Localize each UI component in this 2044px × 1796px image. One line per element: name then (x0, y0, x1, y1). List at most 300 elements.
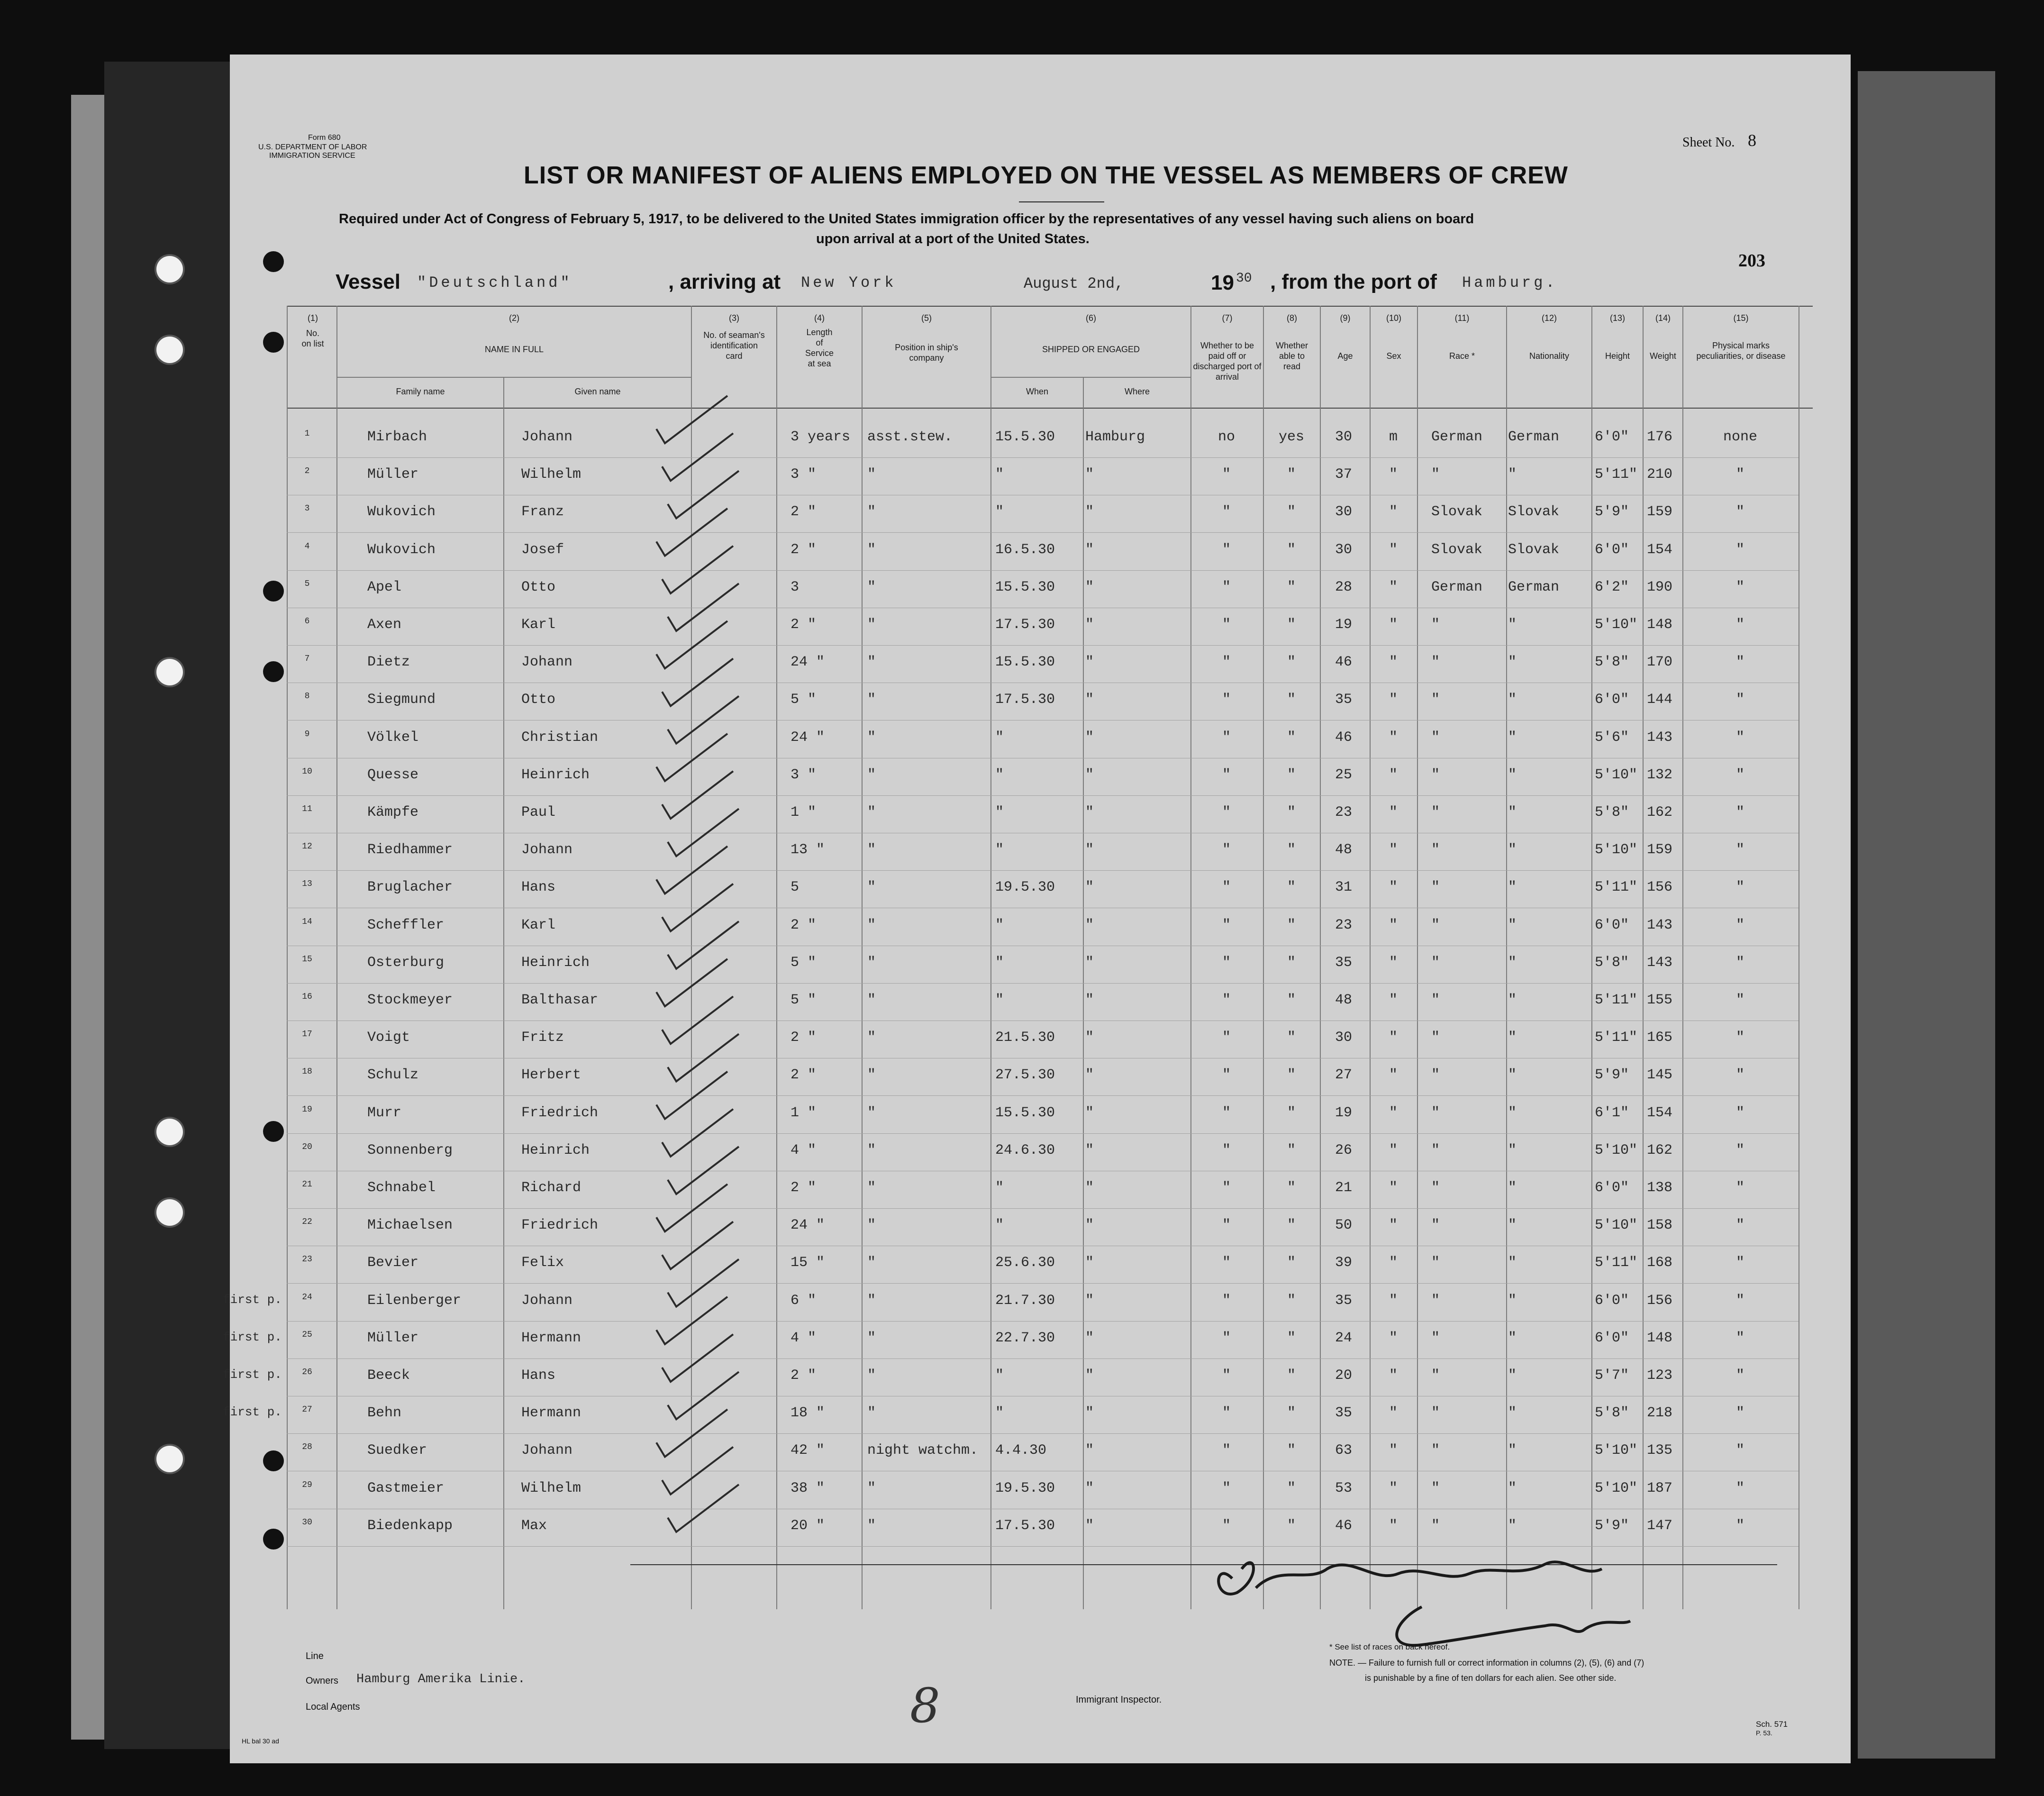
paid-off-cell: " (1222, 954, 1231, 971)
sex-cell: " (1389, 729, 1398, 746)
row-note: first p. (223, 1330, 282, 1344)
race-cell: Slovak (1431, 504, 1483, 520)
physical-marks-cell: " (1735, 1442, 1744, 1459)
height-cell: 5'11" (1595, 992, 1638, 1008)
height-cell: 5'11" (1595, 466, 1638, 483)
given-name-cell: Balthasar (521, 992, 599, 1008)
physical-marks-cell: " (1735, 1330, 1744, 1346)
nationality-cell: " (1508, 766, 1517, 783)
position-cell: " (867, 992, 876, 1008)
sex-cell: " (1389, 1255, 1398, 1271)
position-cell: " (867, 842, 876, 858)
sex-cell: " (1389, 1442, 1398, 1459)
col-header-age: (9) Age (1337, 313, 1353, 361)
position-cell: " (867, 1330, 876, 1346)
able-to-read-cell: " (1287, 1517, 1296, 1534)
race-cell: German (1431, 429, 1483, 445)
family-name-cell: Schnabel (367, 1180, 436, 1196)
race-cell: " (1431, 1217, 1440, 1234)
form-subtitle-line2: upon arrival at a port of the United States. (816, 231, 1090, 246)
schedule-number-2: P. 53. (1756, 1729, 1772, 1737)
able-to-read-cell: " (1287, 692, 1296, 708)
family-name-cell: Müller (367, 1330, 419, 1346)
service-length-cell: 5 " (790, 954, 817, 971)
given-name-cell: Johann (521, 1442, 573, 1459)
age-cell: 50 (1335, 1217, 1352, 1234)
paid-off-cell: " (1222, 1217, 1231, 1234)
shipped-when-cell: " (995, 1180, 1004, 1196)
shipped-when-cell: 21.7.30 (995, 1292, 1055, 1309)
able-to-read-cell: " (1287, 729, 1296, 746)
shipped-when-cell: 25.6.30 (995, 1255, 1055, 1271)
physical-marks-cell: " (1735, 766, 1744, 783)
paid-off-cell: " (1222, 617, 1231, 633)
height-cell: 5'8" (1595, 804, 1629, 821)
shipped-where-cell: " (1085, 842, 1094, 858)
given-name-cell: Heinrich (521, 1142, 590, 1158)
height-cell: 5'10" (1595, 1142, 1638, 1158)
sex-cell: " (1389, 954, 1398, 971)
shipped-when-cell: " (995, 842, 1004, 858)
race-cell: " (1431, 1517, 1440, 1534)
physical-marks-cell: " (1735, 1067, 1744, 1084)
race-cell: " (1431, 1405, 1440, 1422)
paid-off-cell: " (1222, 1030, 1231, 1046)
age-cell: 27 (1335, 1067, 1352, 1084)
weight-cell: 143 (1647, 954, 1673, 971)
height-cell: 5'11" (1595, 879, 1638, 896)
shipped-where-cell: " (1085, 1368, 1094, 1384)
races-footnote: * See list of races on back hereof. (1329, 1642, 1450, 1651)
position-cell: " (867, 692, 876, 708)
col-header-weight: (14) Weight (1650, 313, 1676, 361)
service-length-cell: 20 " (790, 1517, 825, 1534)
family-name-cell: Behn (367, 1405, 402, 1422)
service-length-cell: 2 " (790, 1368, 817, 1384)
able-to-read-cell: " (1287, 1030, 1296, 1046)
given-name-cell: Karl (521, 917, 556, 933)
paid-off-cell: " (1222, 504, 1231, 520)
height-cell: 6'0" (1595, 541, 1629, 558)
given-name-cell: Wilhelm (521, 1480, 581, 1496)
shipped-where-cell: " (1085, 1442, 1094, 1459)
height-cell: 5'8" (1595, 1405, 1629, 1422)
service-length-cell: 3 " (790, 466, 817, 483)
shipped-when-cell: " (995, 766, 1004, 783)
position-cell: " (867, 654, 876, 671)
nationality-cell: " (1508, 1255, 1517, 1271)
able-to-read-cell: " (1287, 466, 1296, 483)
able-to-read-cell: " (1287, 992, 1296, 1008)
weight-cell: 159 (1647, 842, 1673, 858)
weight-cell: 148 (1647, 1330, 1673, 1346)
height-cell: 6'0" (1595, 1292, 1629, 1309)
paid-off-cell: " (1222, 692, 1231, 708)
shipped-where-cell: " (1085, 954, 1094, 971)
shipped-where-cell: " (1085, 1517, 1094, 1534)
physical-marks-cell: " (1735, 1368, 1744, 1384)
weight-cell: 168 (1647, 1255, 1673, 1271)
row-number: 22 (302, 1217, 312, 1227)
physical-marks-cell: " (1735, 579, 1744, 595)
age-cell: 35 (1335, 1405, 1352, 1422)
given-name-cell: Hermann (521, 1405, 581, 1422)
shipped-where-cell: " (1085, 504, 1094, 520)
shipped-where-cell: " (1085, 1217, 1094, 1234)
physical-marks-cell: " (1735, 1480, 1744, 1496)
print-code: HL bal 30 ad (242, 1737, 279, 1745)
sex-cell: " (1389, 1142, 1398, 1158)
nationality-cell: " (1508, 1142, 1517, 1158)
row-number: 15 (302, 954, 312, 964)
shipped-when-cell: 22.7.30 (995, 1330, 1055, 1346)
age-cell: 46 (1335, 1517, 1352, 1534)
service-length-cell: 2 " (790, 504, 817, 520)
age-cell: 30 (1335, 1030, 1352, 1046)
given-name-cell: Hermann (521, 1330, 581, 1346)
service-length-cell: 15 " (790, 1255, 825, 1271)
race-cell: " (1431, 692, 1440, 708)
row-number: 25 (302, 1330, 312, 1340)
race-cell: " (1431, 842, 1440, 858)
given-name-cell: Felix (521, 1255, 564, 1271)
able-to-read-cell: " (1287, 1330, 1296, 1346)
position-cell: asst.stew. (867, 429, 953, 445)
physical-marks-cell: " (1735, 992, 1744, 1008)
family-name-cell: Siegmund (367, 692, 436, 708)
nationality-cell: " (1508, 1517, 1517, 1534)
family-name-cell: Quesse (367, 766, 419, 783)
physical-marks-cell: none (1723, 429, 1757, 445)
shipped-when-cell: " (995, 1217, 1004, 1234)
row-number: 8 (304, 692, 310, 702)
line-label: Line (306, 1651, 324, 1661)
shipped-when-cell: 4.4.30 (995, 1442, 1047, 1459)
family-name-cell: Riedhammer (367, 842, 453, 858)
family-name-cell: Mirbach (367, 429, 427, 445)
paid-off-cell: " (1222, 1067, 1231, 1084)
form-number: Form 680 (308, 134, 341, 142)
sex-cell: " (1389, 917, 1398, 933)
family-name-cell: Murr (367, 1104, 402, 1121)
height-cell: 5'9" (1595, 1517, 1629, 1534)
given-name-cell: Johann (521, 842, 573, 858)
shipped-where-cell: " (1085, 766, 1094, 783)
nationality-cell: Slovak (1508, 541, 1560, 558)
shipped-when-cell: " (995, 466, 1004, 483)
sex-cell: " (1389, 1030, 1398, 1046)
physical-marks-cell: " (1735, 1405, 1744, 1422)
given-name-cell: Richard (521, 1180, 581, 1196)
given-name-cell: Hans (521, 1368, 556, 1384)
sex-cell: " (1389, 1217, 1398, 1234)
nationality-cell: " (1508, 617, 1517, 633)
family-name-cell: Apel (367, 579, 402, 595)
race-cell: " (1431, 992, 1440, 1008)
shipped-where-cell: " (1085, 692, 1094, 708)
position-cell: " (867, 1368, 876, 1384)
paid-off-cell: " (1222, 541, 1231, 558)
weight-cell: 162 (1647, 1142, 1673, 1158)
shipped-where-cell: " (1085, 1255, 1094, 1271)
shipped-when-cell: 19.5.30 (995, 1480, 1055, 1496)
paid-off-cell: " (1222, 1480, 1231, 1496)
sheet-number-label: Sheet No. (1682, 135, 1735, 150)
row-number: 9 (304, 729, 310, 739)
sex-cell: " (1389, 1067, 1398, 1084)
shipped-when-cell: 15.5.30 (995, 654, 1055, 671)
shipped-where-cell: " (1085, 1292, 1094, 1309)
row-note: first p. (223, 1292, 282, 1307)
given-name-cell: Fritz (521, 1030, 564, 1046)
physical-marks-cell: " (1735, 504, 1744, 520)
service-length-cell: 2 " (790, 617, 817, 633)
age-cell: 26 (1335, 1142, 1352, 1158)
height-cell: 5'11" (1595, 1030, 1638, 1046)
age-cell: 35 (1335, 954, 1352, 971)
form-subtitle-line1: Required under Act of Congress of February 5, 1917, to be delivered to the United States immigration officer by the representatives of any vessel having such aliens on board (339, 211, 1474, 227)
shipped-when-cell: 15.5.30 (995, 579, 1055, 595)
col-header-name: (2) NAME IN FULL (484, 313, 544, 354)
height-cell: 5'10" (1595, 1442, 1638, 1459)
physical-marks-cell: " (1735, 1517, 1744, 1534)
vessel-name: "Deutschland" (417, 274, 572, 292)
able-to-read-cell: " (1287, 1067, 1296, 1084)
able-to-read-cell: " (1287, 954, 1296, 971)
given-name-cell: Friedrich (521, 1217, 599, 1234)
physical-marks-cell: " (1735, 617, 1744, 633)
position-cell: " (867, 504, 876, 520)
departure-port: Hamburg. (1462, 274, 1558, 292)
family-name-cell: Kämpfe (367, 804, 419, 821)
penalty-note-line1: NOTE. — Failure to furnish full or correct information in columns (2), (5), (6) and (7) (1329, 1658, 1644, 1668)
sex-cell: " (1389, 541, 1398, 558)
arrival-year-suffix: 30 (1236, 271, 1252, 286)
height-cell: 5'10" (1595, 617, 1638, 633)
weight-cell: 158 (1647, 1217, 1673, 1234)
family-name-cell: Beeck (367, 1368, 410, 1384)
position-cell: " (867, 541, 876, 558)
able-to-read-cell: " (1287, 1217, 1296, 1234)
paid-off-cell: " (1222, 579, 1231, 595)
col-header-card: (3) No. of seaman's identification card (703, 313, 765, 361)
row-number: 23 (302, 1255, 312, 1265)
position-cell: " (867, 1180, 876, 1196)
given-name-cell: Herbert (521, 1067, 581, 1084)
weight-cell: 165 (1647, 1030, 1673, 1046)
penalty-note-line2: is punishable by a fine of ten dollars for each alien. See other side. (1365, 1673, 1617, 1683)
race-cell: " (1431, 654, 1440, 671)
weight-cell: 170 (1647, 654, 1673, 671)
position-cell: " (867, 579, 876, 595)
position-cell: " (867, 1030, 876, 1046)
nationality-cell: German (1508, 429, 1560, 445)
weight-cell: 190 (1647, 579, 1673, 595)
family-name-cell: Müller (367, 466, 419, 483)
paid-off-cell: " (1222, 1104, 1231, 1121)
given-name-cell: Johann (521, 654, 573, 671)
shipped-where-cell: " (1085, 804, 1094, 821)
age-cell: 23 (1335, 804, 1352, 821)
height-cell: 6'0" (1595, 429, 1629, 445)
row-number: 29 (302, 1480, 312, 1490)
weight-cell: 156 (1647, 1292, 1673, 1309)
position-cell: " (867, 1255, 876, 1271)
handwritten-page-number: 8 (910, 1678, 940, 1733)
vessel-label: Vessel (336, 270, 401, 293)
able-to-read-cell: " (1287, 1104, 1296, 1121)
age-cell: 31 (1335, 879, 1352, 896)
given-name-cell: Heinrich (521, 954, 590, 971)
weight-cell: 155 (1647, 992, 1673, 1008)
given-name-cell: Johann (521, 1292, 573, 1309)
shipped-where-cell: " (1085, 1067, 1094, 1084)
shipped-where-cell: " (1085, 617, 1094, 633)
physical-marks-cell: " (1735, 1030, 1744, 1046)
position-cell: " (867, 1292, 876, 1309)
owners-label: Owners (306, 1676, 338, 1686)
shipped-when-cell: " (995, 729, 1004, 746)
shipped-where-cell: " (1085, 466, 1094, 483)
service-length-cell: 6 " (790, 1292, 817, 1309)
physical-marks-cell: " (1735, 1292, 1744, 1309)
physical-marks-cell: " (1735, 917, 1744, 933)
nationality-cell: " (1508, 1104, 1517, 1121)
family-name-cell: Stockmeyer (367, 992, 453, 1008)
col-header-read: (8) Whether able to read (1275, 313, 1308, 371)
col-header-nationality: (12) Nationality (1529, 313, 1570, 361)
shipped-when-cell: 15.5.30 (995, 1104, 1055, 1121)
position-cell: " (867, 1067, 876, 1084)
col-header-when: When (1026, 387, 1049, 396)
arrival-year-prefix: 19 (1211, 271, 1234, 294)
row-number: 12 (302, 842, 312, 852)
able-to-read-cell: " (1287, 1292, 1296, 1309)
able-to-read-cell: " (1287, 579, 1296, 595)
shipped-when-cell: 17.5.30 (995, 1517, 1055, 1534)
sex-cell: m (1389, 429, 1398, 445)
height-cell: 5'10" (1595, 1217, 1638, 1234)
service-length-cell: 2 " (790, 1030, 817, 1046)
able-to-read-cell: " (1287, 541, 1296, 558)
age-cell: 35 (1335, 1292, 1352, 1309)
shipped-where-cell: " (1085, 1142, 1094, 1158)
col-header-position: (5) Position in ship's company (895, 313, 958, 363)
race-cell: " (1431, 1368, 1440, 1384)
nationality-cell: " (1508, 954, 1517, 971)
sex-cell: " (1389, 1368, 1398, 1384)
paid-off-cell: " (1222, 992, 1231, 1008)
given-name-cell: Otto (521, 692, 556, 708)
service-length-cell: 3 years (790, 429, 851, 445)
sex-cell: " (1389, 654, 1398, 671)
row-number: 13 (302, 879, 312, 889)
sex-cell: " (1389, 992, 1398, 1008)
race-cell: " (1431, 1480, 1440, 1496)
age-cell: 30 (1335, 541, 1352, 558)
nationality-cell: " (1508, 804, 1517, 821)
able-to-read-cell: " (1287, 879, 1296, 896)
nationality-cell: " (1508, 1180, 1517, 1196)
sex-cell: " (1389, 804, 1398, 821)
race-cell: " (1431, 1330, 1440, 1346)
sex-cell: " (1389, 1180, 1398, 1196)
race-cell: " (1431, 1142, 1440, 1158)
position-cell: " (867, 1104, 876, 1121)
local-agents-label: Local Agents (306, 1702, 360, 1712)
paid-off-cell: " (1222, 1330, 1231, 1346)
able-to-read-cell: yes (1278, 429, 1304, 445)
arrival-port: New York (801, 274, 897, 292)
service-length-cell: 2 " (790, 541, 817, 558)
row-number: 24 (302, 1292, 312, 1302)
sex-cell: " (1389, 1517, 1398, 1534)
paid-off-cell: " (1222, 766, 1231, 783)
race-cell: " (1431, 1292, 1440, 1309)
given-name-cell: Johann (521, 429, 573, 445)
height-cell: 6'0" (1595, 1330, 1629, 1346)
sex-cell: " (1389, 579, 1398, 595)
paid-off-cell: " (1222, 466, 1231, 483)
weight-cell: 162 (1647, 804, 1673, 821)
age-cell: 19 (1335, 1104, 1352, 1121)
paid-off-cell: " (1222, 729, 1231, 746)
nationality-cell: " (1508, 917, 1517, 933)
able-to-read-cell: " (1287, 1442, 1296, 1459)
paid-off-cell: " (1222, 842, 1231, 858)
weight-cell: 132 (1647, 766, 1673, 783)
service-length-cell: 18 " (790, 1405, 825, 1422)
shipped-where-cell: " (1085, 1330, 1094, 1346)
nationality-cell: " (1508, 1442, 1517, 1459)
nationality-cell: " (1508, 729, 1517, 746)
weight-cell: 156 (1647, 879, 1673, 896)
given-name-cell: Christian (521, 729, 599, 746)
physical-marks-cell: " (1735, 842, 1744, 858)
row-number: 20 (302, 1142, 312, 1152)
position-cell: " (867, 804, 876, 821)
shipped-when-cell: " (995, 954, 1004, 971)
family-name-cell: Wukovich (367, 504, 436, 520)
given-name-cell: Josef (521, 541, 564, 558)
nationality-cell: German (1508, 579, 1560, 595)
age-cell: 23 (1335, 917, 1352, 933)
family-name-cell: Völkel (367, 729, 419, 746)
position-cell: " (867, 1217, 876, 1234)
able-to-read-cell: " (1287, 1255, 1296, 1271)
weight-cell: 135 (1647, 1442, 1673, 1459)
service-length-cell: 13 " (790, 842, 825, 858)
age-cell: 35 (1335, 692, 1352, 708)
weight-cell: 145 (1647, 1067, 1673, 1084)
service-length-cell: 24 " (790, 729, 825, 746)
age-cell: 46 (1335, 729, 1352, 746)
position-cell: " (867, 1142, 876, 1158)
given-name-cell: Otto (521, 579, 556, 595)
nationality-cell: " (1508, 879, 1517, 896)
height-cell: 5'11" (1595, 1255, 1638, 1271)
height-cell: 5'7" (1595, 1368, 1629, 1384)
page-title: LIST OR MANIFEST OF ALIENS EMPLOYED ON THE VESSEL AS MEMBERS OF CREW (524, 162, 1568, 189)
row-number: 1 (304, 429, 310, 438)
paid-off-cell: " (1222, 1142, 1231, 1158)
age-cell: 48 (1335, 992, 1352, 1008)
service-length-cell: 42 " (790, 1442, 825, 1459)
service-length-cell: 3 (790, 579, 799, 595)
family-name-cell: Wukovich (367, 541, 436, 558)
able-to-read-cell: " (1287, 504, 1296, 520)
weight-cell: 218 (1647, 1405, 1673, 1422)
